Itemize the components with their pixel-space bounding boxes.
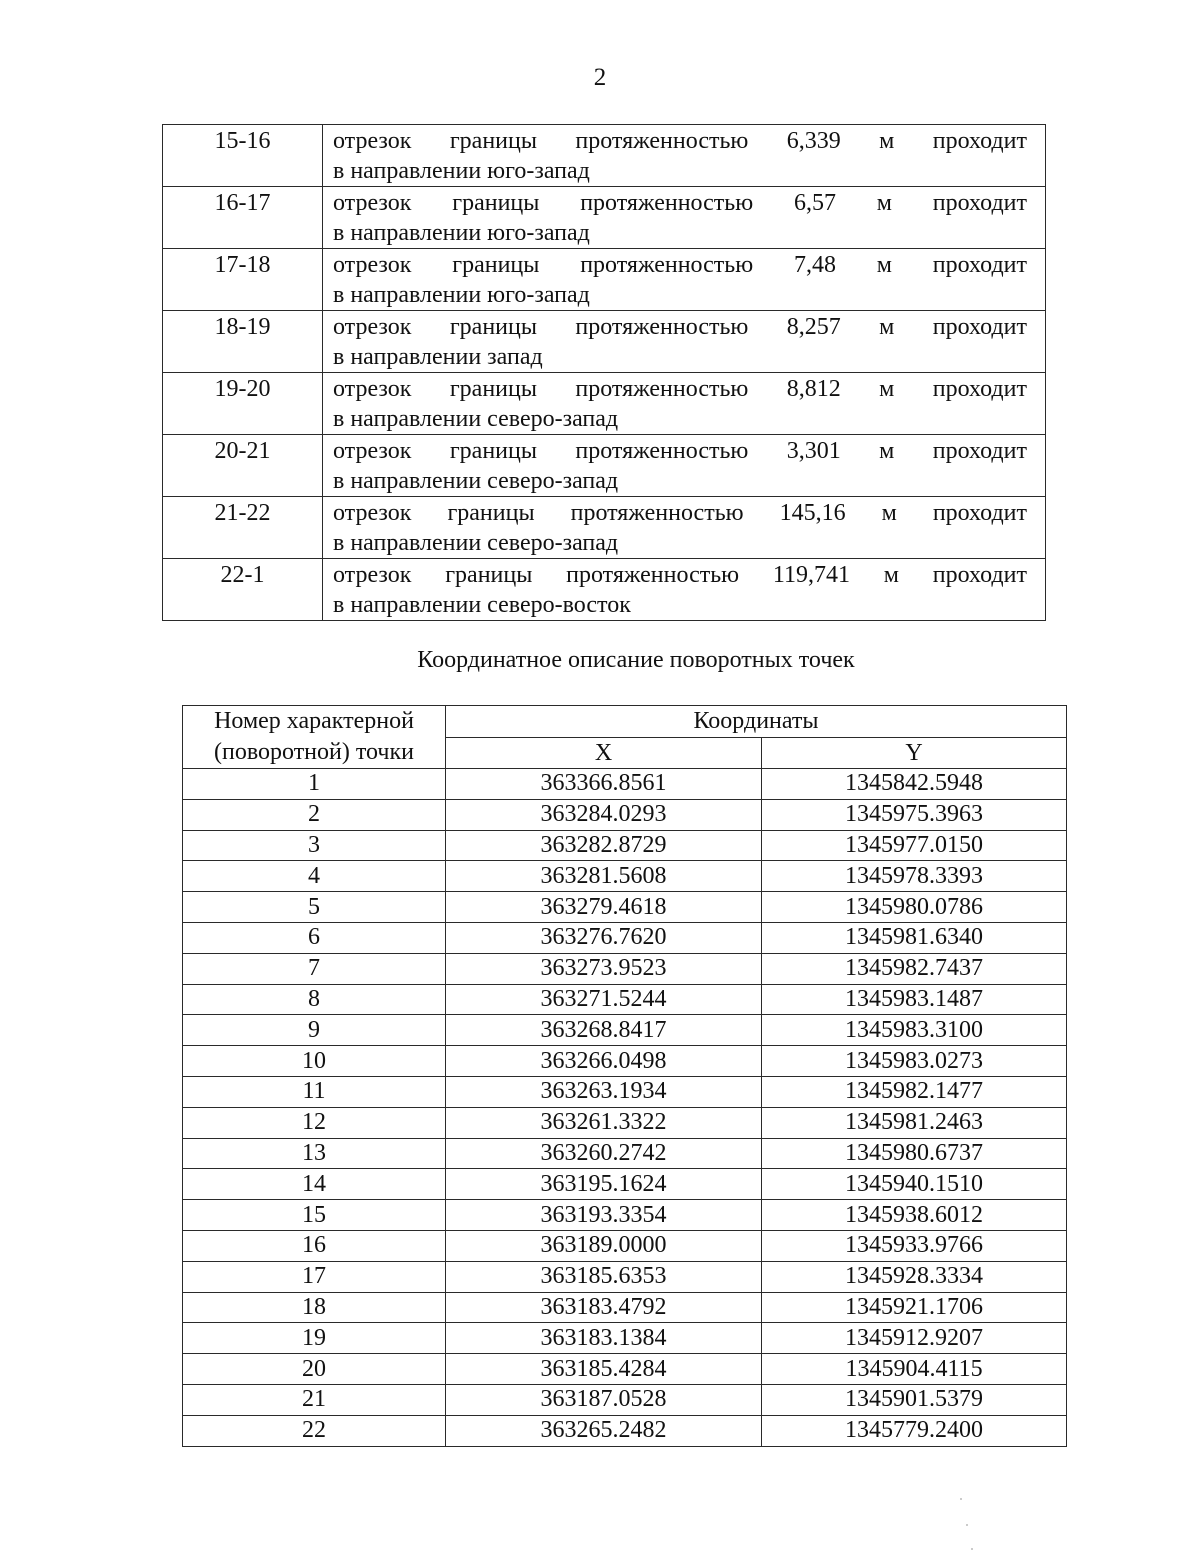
table-row (183, 830, 1067, 861)
point-number: 8 (183, 984, 446, 1015)
segment-direction: в направлении северо-запад (333, 468, 619, 494)
segment-id: 20-21 (163, 435, 323, 497)
coordinates-body (183, 769, 1067, 1447)
header-point-line2: (поворотной) точки (214, 739, 414, 765)
segment-description-line1 (333, 498, 1027, 528)
coord-y: 1345980.0786 (762, 892, 1067, 923)
coord-x: 363281.5608 (446, 861, 762, 892)
segment-id: 16-17 (163, 187, 323, 249)
segment-row (163, 497, 1046, 559)
table-row (183, 984, 1067, 1015)
word-length-label: протяженностью (580, 252, 754, 278)
coord-x: 363282.8729 (446, 830, 762, 861)
word-length-label: протяженностью (575, 438, 749, 464)
table-row (183, 1107, 1067, 1138)
table-row (183, 1046, 1067, 1077)
table-row (183, 892, 1067, 923)
word-segment: отрезок (333, 438, 412, 464)
point-number: 18 (183, 1292, 446, 1323)
coord-x: 363271.5244 (446, 984, 762, 1015)
coord-x: 363183.1384 (446, 1323, 762, 1354)
segment-length: 7,48 (793, 252, 836, 278)
point-number: 20 (183, 1354, 446, 1385)
coord-y: 1345977.0150 (762, 830, 1067, 861)
word-segment: отрезок (333, 562, 412, 588)
coords-section-title: Координатное описание поворотных точек (417, 647, 855, 673)
coord-y: 1345921.1706 (762, 1292, 1067, 1323)
coord-y: 1345912.9207 (762, 1323, 1067, 1354)
word-boundary: границы (452, 190, 540, 216)
point-number: 7 (183, 953, 446, 984)
word-boundary: границы (445, 562, 533, 588)
word-passes: проходит (932, 438, 1027, 464)
word-segment: отрезок (333, 500, 412, 526)
segment-id: 21-22 (163, 497, 323, 559)
point-number: 1 (183, 769, 446, 800)
table-row (183, 953, 1067, 984)
coord-x: 363193.3354 (446, 1200, 762, 1231)
coord-y: 1345933.9766 (762, 1230, 1067, 1261)
table-row (183, 1138, 1067, 1169)
table-row (183, 922, 1067, 953)
table-row (183, 1015, 1067, 1046)
word-boundary: границы (449, 314, 537, 340)
word-passes: проходит (932, 190, 1027, 216)
table-row (183, 1200, 1067, 1231)
word-length-label: протяженностью (575, 314, 749, 340)
segment-description-line1 (333, 374, 1027, 404)
point-number: 14 (183, 1169, 446, 1200)
coord-y: 1345928.3334 (762, 1261, 1067, 1292)
point-number: 3 (183, 830, 446, 861)
word-boundary: границы (452, 252, 540, 278)
scan-speck (960, 1498, 962, 1500)
coord-y: 1345983.0273 (762, 1046, 1067, 1077)
table-row (183, 1169, 1067, 1200)
point-number: 12 (183, 1107, 446, 1138)
point-number: 17 (183, 1261, 446, 1292)
segment-description (323, 249, 1046, 311)
coord-x: 363366.8561 (446, 769, 762, 800)
coord-x: 363260.2742 (446, 1138, 762, 1169)
coord-y: 1345940.1510 (762, 1169, 1067, 1200)
coord-y: 1345983.1487 (762, 984, 1067, 1015)
segment-id: 17-18 (163, 249, 323, 311)
table-row (183, 1354, 1067, 1385)
segment-id: 22-1 (163, 559, 323, 621)
word-segment: отрезок (333, 128, 412, 154)
point-number: 9 (183, 1015, 446, 1046)
coord-y: 1345982.1477 (762, 1076, 1067, 1107)
point-number: 16 (183, 1230, 446, 1261)
segment-description-line1 (333, 126, 1027, 156)
coord-x: 363185.6353 (446, 1261, 762, 1292)
table-row (183, 1292, 1067, 1323)
segment-unit: м (879, 314, 895, 340)
segment-direction: в направлении юго-запад (333, 220, 590, 246)
point-number: 2 (183, 799, 446, 830)
segment-description (323, 187, 1046, 249)
point-number: 15 (183, 1200, 446, 1231)
word-boundary: границы (449, 128, 537, 154)
coord-y: 1345982.7437 (762, 953, 1067, 984)
word-passes: проходит (932, 562, 1027, 588)
word-length-label: протяженностью (580, 190, 754, 216)
segment-direction: в направлении северо-восток (333, 592, 631, 618)
word-passes: проходит (932, 314, 1027, 340)
segment-length: 6,57 (793, 190, 836, 216)
coord-y: 1345978.3393 (762, 861, 1067, 892)
segment-unit: м (881, 500, 897, 526)
segment-id: 19-20 (163, 373, 323, 435)
segment-direction: в направлении северо-запад (333, 406, 619, 432)
coord-x: 363279.4618 (446, 892, 762, 923)
segment-unit: м (876, 190, 892, 216)
segment-description (323, 559, 1046, 621)
word-passes: проходит (932, 500, 1027, 526)
table-row (183, 1415, 1067, 1446)
point-number: 19 (183, 1323, 446, 1354)
table-row (183, 1230, 1067, 1261)
word-segment: отрезок (333, 190, 412, 216)
coord-y: 1345901.5379 (762, 1384, 1067, 1415)
scan-speck (971, 1548, 973, 1550)
coord-y: 1345779.2400 (762, 1415, 1067, 1446)
segment-description (323, 373, 1046, 435)
segment-id: 18-19 (163, 311, 323, 373)
segment-row (163, 249, 1046, 311)
segment-description-line1 (333, 436, 1027, 466)
table-row (183, 1261, 1067, 1292)
coord-x: 363263.1934 (446, 1076, 762, 1107)
segment-length: 8,257 (786, 314, 841, 340)
segment-id: 15-16 (163, 125, 323, 187)
segment-length: 145,16 (779, 500, 846, 526)
coord-x: 363273.9523 (446, 953, 762, 984)
coord-x: 363266.0498 (446, 1046, 762, 1077)
coord-y: 1345981.2463 (762, 1107, 1067, 1138)
boundary-segments-table (162, 124, 1046, 621)
coord-x: 363268.8417 (446, 1015, 762, 1046)
point-number: 5 (183, 892, 446, 923)
segment-description-line1 (333, 312, 1027, 342)
segment-description-line1 (333, 560, 1027, 590)
coordinates-table (182, 705, 1067, 1447)
header-x: X (446, 738, 762, 769)
word-length-label: протяженностью (575, 128, 749, 154)
header-point-number (183, 706, 446, 769)
segment-unit: м (883, 562, 899, 588)
word-boundary: границы (449, 438, 537, 464)
coord-y: 1345983.3100 (762, 1015, 1067, 1046)
segment-length: 6,339 (786, 128, 841, 154)
coord-y: 1345842.5948 (762, 769, 1067, 800)
segment-row (163, 373, 1046, 435)
segment-length: 119,741 (772, 562, 850, 588)
table-row (183, 799, 1067, 830)
segment-direction: в направлении северо-запад (333, 530, 619, 556)
point-number: 10 (183, 1046, 446, 1077)
point-number: 4 (183, 861, 446, 892)
coord-y: 1345938.6012 (762, 1200, 1067, 1231)
segment-direction: в направлении юго-запад (333, 158, 590, 184)
coord-y: 1345980.6737 (762, 1138, 1067, 1169)
segment-direction: в направлении юго-запад (333, 282, 590, 308)
table-row (183, 861, 1067, 892)
segment-description (323, 497, 1046, 559)
coord-x: 363284.0293 (446, 799, 762, 830)
coord-x: 363189.0000 (446, 1230, 762, 1261)
word-segment: отрезок (333, 252, 412, 278)
segment-row (163, 311, 1046, 373)
coord-y: 1345975.3963 (762, 799, 1067, 830)
point-number: 13 (183, 1138, 446, 1169)
coord-x: 363276.7620 (446, 922, 762, 953)
coord-y: 1345981.6340 (762, 922, 1067, 953)
point-number: 6 (183, 922, 446, 953)
segment-description-line1 (333, 250, 1027, 280)
word-length-label: протяженностью (575, 376, 749, 402)
segment-length: 3,301 (786, 438, 841, 464)
header-coordinates: Координаты (446, 706, 1067, 738)
segment-unit: м (876, 252, 892, 278)
coord-x: 363183.4792 (446, 1292, 762, 1323)
segments-body (163, 125, 1046, 621)
word-boundary: границы (449, 376, 537, 402)
coord-x: 363187.0528 (446, 1384, 762, 1415)
segment-unit: м (879, 128, 895, 154)
word-boundary: границы (447, 500, 535, 526)
coordinates-table-header (183, 706, 1067, 769)
segment-row (163, 559, 1046, 621)
table-row (183, 769, 1067, 800)
segment-row (163, 435, 1046, 497)
header-point-line1: Номер характерной (214, 708, 414, 734)
coord-x: 363265.2482 (446, 1415, 762, 1446)
word-segment: отрезок (333, 376, 412, 402)
coord-x: 363195.1624 (446, 1169, 762, 1200)
segment-length: 8,812 (786, 376, 841, 402)
segment-description-line1 (333, 188, 1027, 218)
segment-direction: в направлении запад (333, 344, 543, 370)
table-row (183, 1323, 1067, 1354)
segment-row (163, 187, 1046, 249)
word-passes: проходит (932, 128, 1027, 154)
page-number: 2 (593, 64, 607, 91)
table-row (183, 1384, 1067, 1415)
point-number: 21 (183, 1384, 446, 1415)
point-number: 22 (183, 1415, 446, 1446)
segment-description (323, 435, 1046, 497)
word-segment: отрезок (333, 314, 412, 340)
segment-unit: м (879, 438, 895, 464)
word-passes: проходит (932, 252, 1027, 278)
segment-unit: м (879, 376, 895, 402)
table-row (183, 1076, 1067, 1107)
segment-row (163, 125, 1046, 187)
coord-x: 363185.4284 (446, 1354, 762, 1385)
word-passes: проходит (932, 376, 1027, 402)
segment-description (323, 125, 1046, 187)
word-length-label: протяженностью (566, 562, 740, 588)
scan-speck (966, 1524, 968, 1526)
word-length-label: протяженностью (570, 500, 744, 526)
header-y: Y (762, 738, 1067, 769)
segment-description (323, 311, 1046, 373)
coord-y: 1345904.4115 (762, 1354, 1067, 1385)
coord-x: 363261.3322 (446, 1107, 762, 1138)
point-number: 11 (183, 1076, 446, 1107)
